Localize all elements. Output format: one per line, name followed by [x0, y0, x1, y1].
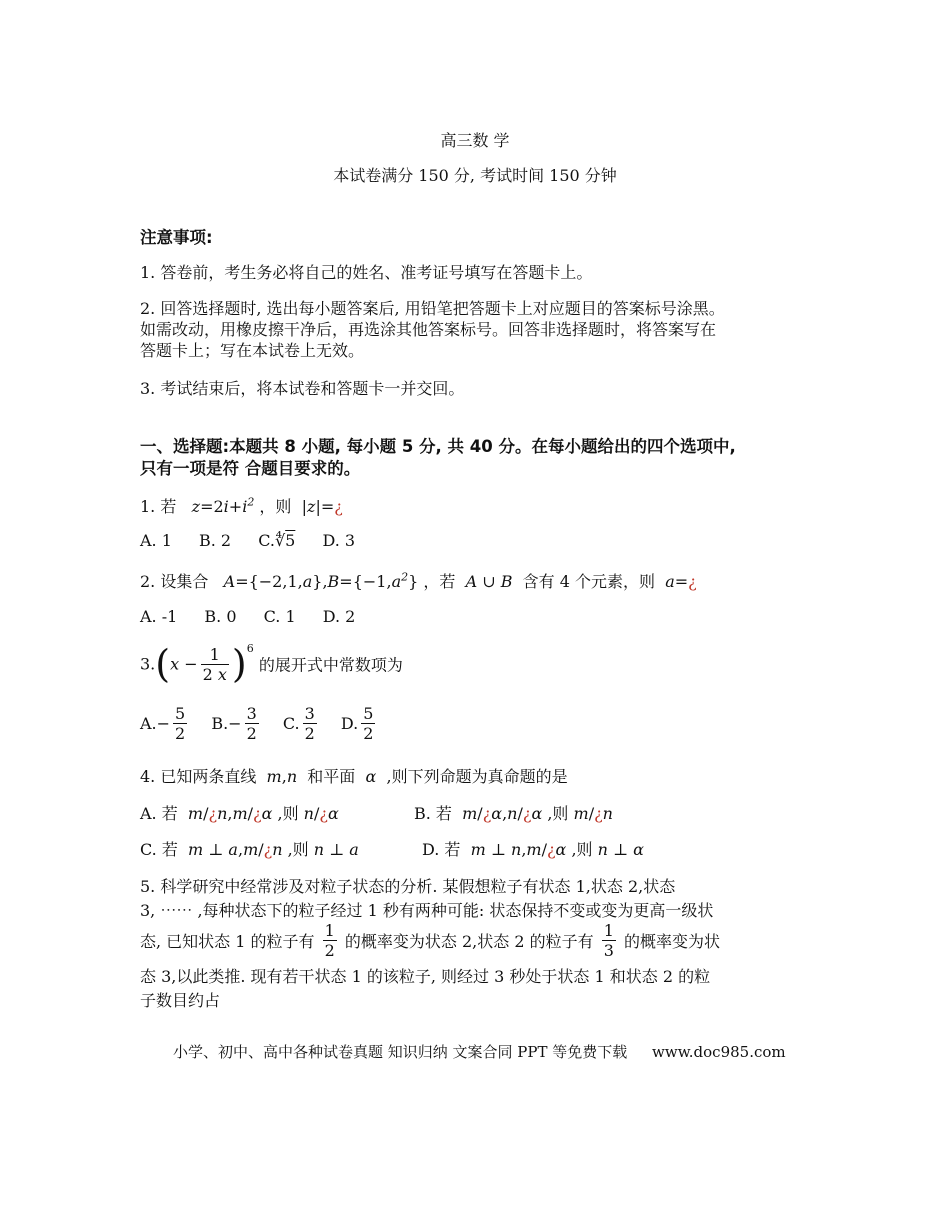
q4-option-d: D. 若 m ⊥ n,m/¿α ,则 n ⊥ α [422, 840, 644, 859]
question-5-line-4: 态 3,以此类推. 现有若干状态 1 的该粒子, 则经过 3 秒处于状态 1 和状态 2 的粒 [140, 967, 711, 986]
question-5-line-3: 态, 已知状态 1 的粒子有 $\frac{1}{2}$ 的概率变为状态 2,状态 2 的粒子有 $\frac{1}{3}$ 的概率变为状 [140, 921, 721, 960]
question-5-fraction-1: $\frac{1}{2}$ [324, 921, 335, 960]
q4-option-a: A. 若 m/¿n,m/¿α ,则 n/¿α [140, 804, 339, 823]
q2-option-a: A. -1 [140, 607, 178, 626]
q1-option-b: B. 2 [199, 531, 232, 550]
q1-option-a: A. 1 [140, 531, 172, 550]
notice-item-3: 3. 考试结束后，将本试卷和答题卡一并交回。 [140, 379, 465, 398]
question-1 [140, 494, 343, 517]
question-3-prefix: 3. [140, 654, 156, 674]
q1-option-c-value: 5 [285, 531, 296, 550]
footer-url[interactable]: www.doc985.com [652, 1043, 786, 1061]
question-3-options: A.− $\frac{5}{2}$ B.− $\frac{3}{2}$ C. $\frac{3}{2}$ D. $\frac{5}{2}$ [140, 704, 374, 743]
q3-option-c-label: C. [282, 714, 300, 733]
notice-item-2-line-2: 如需改动，用橡皮擦干净后，再选涂其他答案标号。回答非选择题时，将答案写在 [140, 320, 717, 339]
question-3-suffix: 的展开式中常数项为 [258, 655, 403, 675]
question-2-sets: $A=\{-2,1,a\},B=\{-1,a^2\}$ [213, 570, 419, 591]
question-1-prefix: 1. 若 [140, 497, 177, 516]
notice-item-2-line-3: 答题卡上；写在本试卷上无效。 [140, 341, 365, 360]
question-4: 4. 已知两条直线 m,n 和平面 α ,则下列命题为真命题的是 [140, 767, 568, 786]
question-2-mid-1: ，若 [423, 572, 456, 591]
question-1-formula: $z=2i+i^2$ [181, 495, 255, 516]
notice-heading: 注意事项: [140, 228, 213, 247]
q2-option-b: B. 0 [204, 607, 237, 626]
footer [173, 1041, 786, 1062]
section-1-heading-line-2: 只有一项是符 合题目要求的。 [140, 459, 361, 478]
q3-option-b-fraction: $\frac{3}{2}$ [246, 704, 257, 743]
q3-option-d-fraction: $\frac{5}{2}$ [363, 704, 374, 743]
question-1-options [140, 531, 355, 550]
page-title: 高三数 学 [440, 131, 510, 150]
question-2-prefix: 2. 设集合 [140, 572, 209, 591]
page-subtitle: 本试卷满分 150 分, 考试时间 150 分钟 [333, 166, 617, 185]
q4-option-b: B. 若 m/¿α,n/¿α ,则 m/¿n [414, 804, 613, 823]
question-3-exponent: 6 [246, 642, 254, 655]
q1-option-c-label: C. [258, 531, 275, 550]
question-2-union: A ∪ B [460, 572, 518, 591]
notice-item-1: 1. 答卷前，考生务必将自己的姓名、准考证号填写在答题卡上。 [140, 263, 593, 282]
question-5-line-5: 子数目约占 [140, 991, 221, 1010]
question-5-line-1: 5. 科学研究中经常涉及对粒子状态的分析. 某假想粒子有状态 1,状态 2,状态 [140, 877, 676, 896]
question-2-unknown: a=¿ [660, 572, 697, 591]
notice-item-2 [140, 298, 812, 361]
q2-option-c: C. 1 [263, 607, 296, 626]
question-1-modulus: |z|=¿ [301, 497, 343, 516]
question-4-mid: 和平面 [307, 767, 356, 786]
q3-option-a-fraction: $\frac{5}{2}$ [175, 704, 186, 743]
question-1-mid: ，则 [259, 497, 292, 516]
question-2-options [140, 607, 355, 626]
q3-option-a-label: A. [140, 714, 157, 733]
section-1-heading [140, 436, 812, 480]
q2-option-d: D. 2 [322, 607, 356, 626]
question-2-mid-2: 含有 4 个元素，则 [522, 572, 656, 591]
question-5-line-2: 3, ⋯⋯ ,每种状态下的粒子经过 1 秒有两种可能: 状态保持不变或变为更高一级状 [140, 901, 714, 920]
question-4-prefix: 4. 已知两条直线 [140, 767, 257, 786]
section-1-heading-line-1: 一、选择题:本题共 8 小题, 每小题 5 分, 共 40 分。在每小题给出的四个选项中, [140, 437, 736, 456]
question-3-fraction: $\frac{1}{2 x}$ [202, 644, 227, 684]
question-2 [140, 569, 697, 592]
q4-option-c: C. 若 m ⊥ a,m/¿n ,则 n ⊥ a [140, 840, 359, 859]
q3-option-b-label: B. [211, 714, 229, 733]
q3-option-d-label: D. [340, 714, 359, 733]
question-5-fraction-2: $\frac{1}{3}$ [603, 921, 614, 960]
q1-option-d: D. 3 [322, 531, 356, 550]
q1-option-c-root: ∜ [274, 531, 286, 550]
question-4-suffix: ,则下列命题为真命题的是 [386, 767, 568, 786]
q3-option-c-fraction: $\frac{3}{2}$ [304, 704, 315, 743]
question-3: 3.(x − $\frac{1}{2 x}$ )$^6$ 的展开式中常数项为 [140, 642, 403, 686]
notice-item-2-line-1: 2. 回答选择题时, 选出每小题答案后, 用铅笔把答题卡上对应题目的答案标号涂黑。 [140, 299, 725, 318]
footer-text: 小学、初中、高中各种试卷真题 知识归纳 文案合同 PPT 等免费下载 [173, 1043, 628, 1061]
